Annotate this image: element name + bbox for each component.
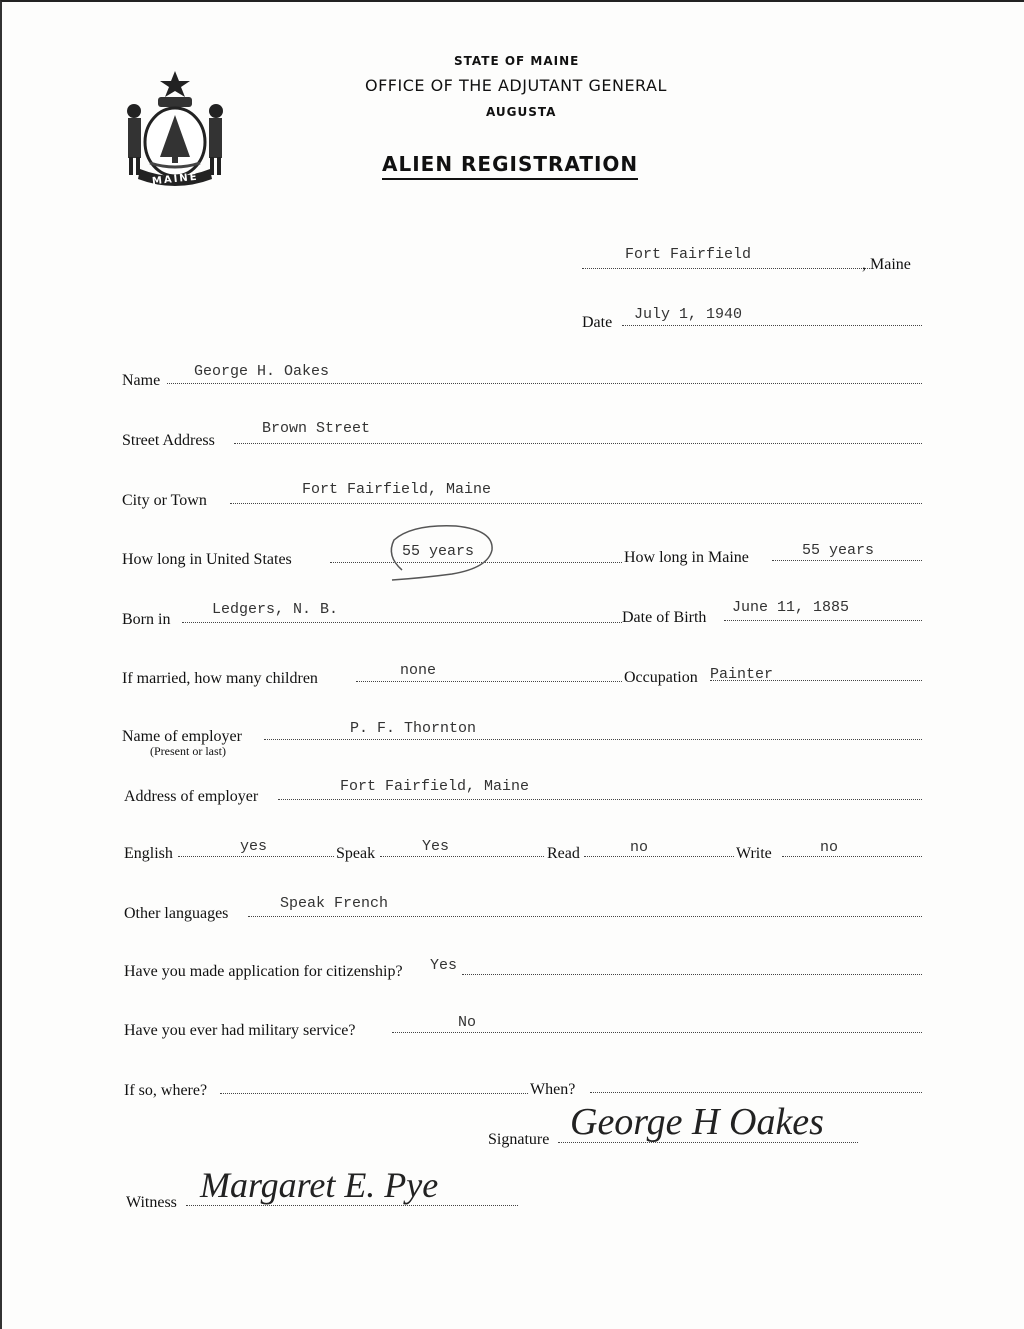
dob-value: June 11, 1885 [732,599,850,616]
write-label: Write [736,845,772,862]
born-value: Ledgers, N. B. [212,601,339,618]
witness-label: Witness [126,1194,177,1211]
born-label: Born in [122,611,171,628]
when-label: When? [530,1081,576,1098]
citizenship-value: Yes [430,957,458,974]
military-value: No [458,1014,477,1031]
other-languages-label: Other languages [124,905,229,922]
date-value: July 1, 1940 [634,306,743,323]
office-heading: OFFICE OF THE ADJUTANT GENERAL [365,76,667,95]
witness-value: Margaret E. Pye [200,1165,439,1205]
write-value: no [820,839,839,856]
dob-label: Date of Birth [622,609,707,626]
street-value: Brown Street [262,420,371,437]
place-town-value: Fort Fairfield [625,246,752,263]
maine-time-label: How long in Maine [624,549,749,566]
us-time-value: 55 years [402,543,475,560]
street-label: Street Address [122,432,215,449]
read-value: no [630,839,649,856]
employer-label: Name of employer [122,728,242,745]
english-label: English [124,845,173,862]
where-label: If so, where? [124,1082,208,1099]
place-suffix: , Maine [862,256,911,273]
form-title: ALIEN REGISTRATION [382,152,638,180]
employer-address-value: Fort Fairfield, Maine [340,778,530,795]
speak-label: Speak [336,845,376,862]
speak-value: Yes [422,838,450,855]
maine-time-value: 55 years [802,542,875,559]
signature-label: Signature [488,1131,550,1148]
occupation-label: Occupation [624,669,698,686]
employer-sublabel: (Present or last) [150,744,226,758]
citizenship-label: Have you made application for citizenship? [124,963,403,980]
employer-address-label: Address of employer [124,788,259,805]
children-label: If married, how many children [122,670,318,687]
city-heading: AUGUSTA [486,105,557,119]
occupation-value: Painter [710,666,774,683]
name-label: Name [122,372,161,389]
children-value: none [400,662,437,679]
other-languages-value: Speak French [280,895,389,912]
read-label: Read [547,845,580,862]
seal-text: MAINE [151,171,200,188]
english-value: yes [240,838,268,855]
military-label: Have you ever had military service? [124,1022,356,1039]
state-heading: STATE OF MAINE [454,54,580,68]
city-label: City or Town [122,492,207,509]
signature-value: George H Oakes [570,1101,824,1143]
city-value: Fort Fairfield, Maine [302,481,492,498]
name-value: George H. Oakes [194,363,330,380]
employer-value: P. F. Thornton [350,720,477,737]
us-time-label: How long in United States [122,551,292,568]
date-label: Date [582,314,613,331]
